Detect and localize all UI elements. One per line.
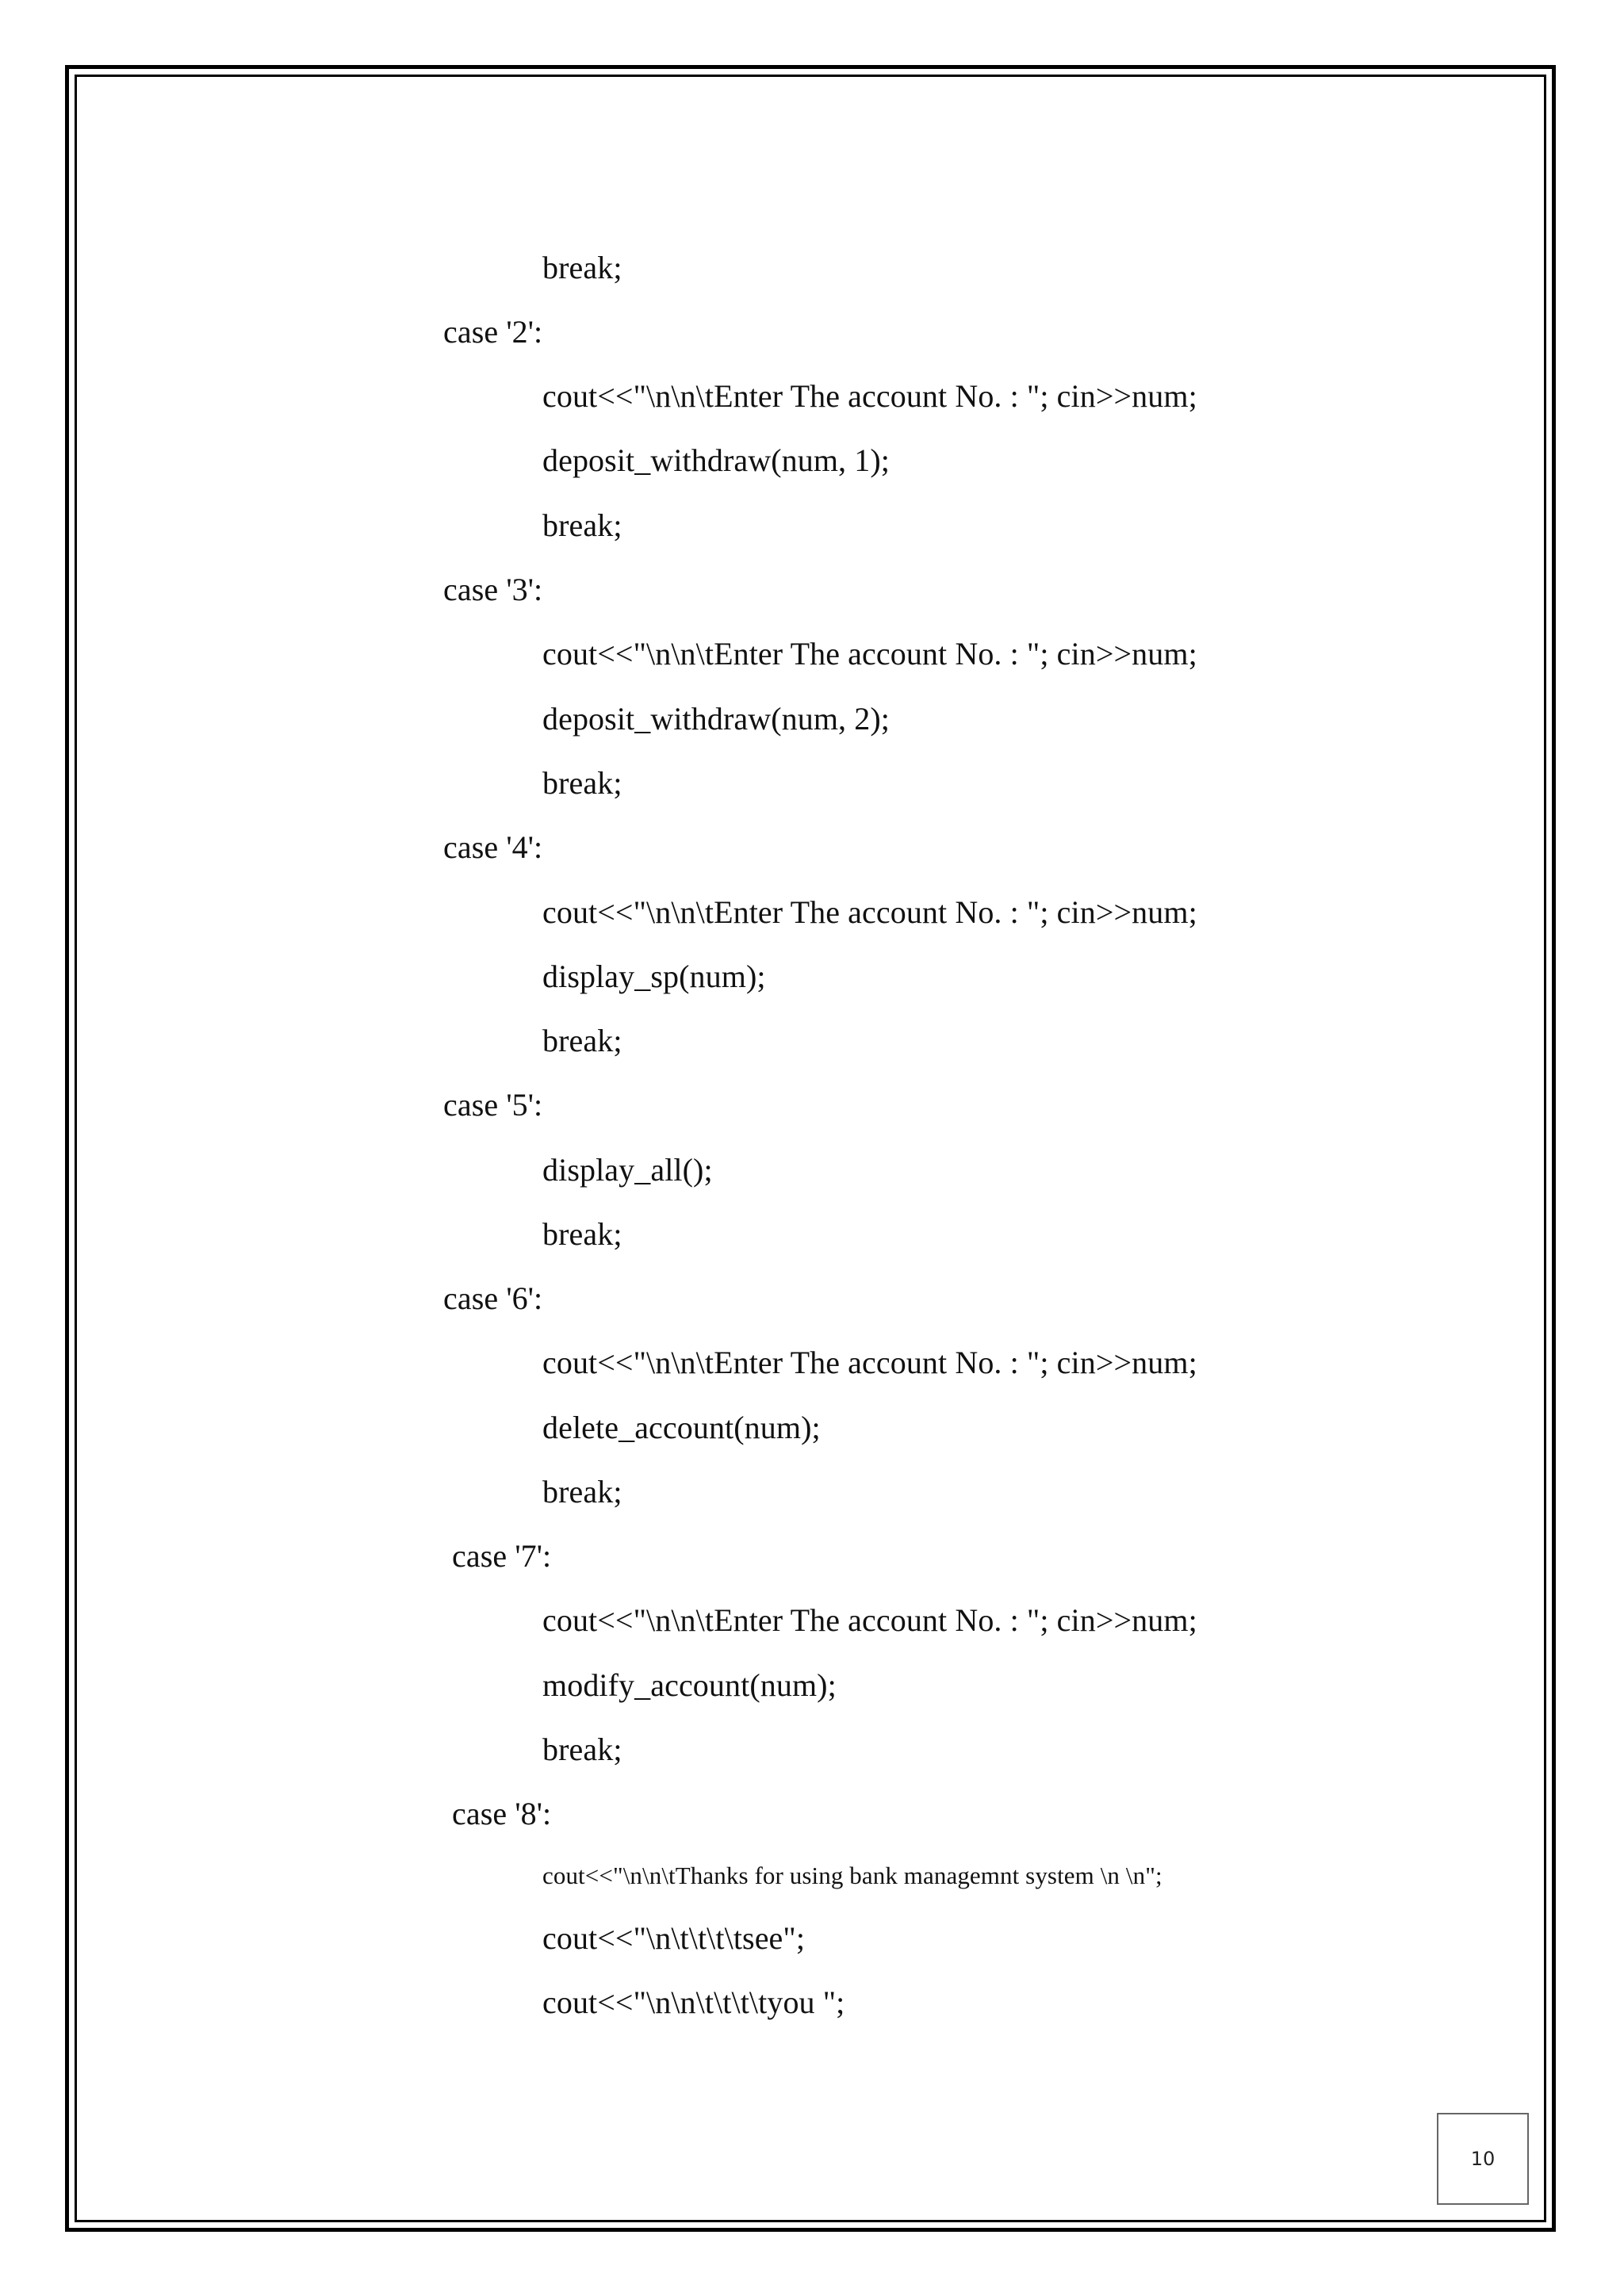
code-line: deposit_withdraw(num, 2); xyxy=(542,701,890,737)
code-line: break; xyxy=(542,1732,622,1767)
code-line: break; xyxy=(542,765,622,801)
code-line: cout<<"\n\n\tThanks for using bank managemnt system \n \n"; xyxy=(542,1862,1162,1889)
code-line: case '4': xyxy=(443,829,543,865)
code-line: display_all(); xyxy=(542,1152,713,1188)
code-line: cout<<"\n\t\t\t\tsee"; xyxy=(542,1920,806,1956)
code-line: cout<<"\n\n\tEnter The account No. : "; cin>>num; xyxy=(542,894,1197,930)
code-line: modify_account(num); xyxy=(542,1667,837,1703)
code-line: cout<<"\n\n\tEnter The account No. : "; cin>>num; xyxy=(542,378,1197,414)
code-line: delete_account(num); xyxy=(542,1410,821,1445)
code-line: cout<<"\n\n\t\t\t\tyou "; xyxy=(542,1984,845,2020)
code-line: case '8': xyxy=(452,1796,552,1831)
code-line: cout<<"\n\n\tEnter The account No. : "; cin>>num; xyxy=(542,1602,1197,1638)
code-line: break; xyxy=(542,507,622,543)
code-line: break; xyxy=(542,250,622,285)
code-line: case '6': xyxy=(443,1280,543,1316)
code-line: case '7': xyxy=(452,1538,552,1574)
code-line: cout<<"\n\n\tEnter The account No. : "; cin>>num; xyxy=(542,636,1197,672)
code-line: break; xyxy=(542,1023,622,1058)
code-line: break; xyxy=(542,1474,622,1510)
code-line: case '3': xyxy=(443,572,543,607)
code-line: case '5': xyxy=(443,1087,543,1123)
code-line: break; xyxy=(542,1216,622,1252)
code-line: deposit_withdraw(num, 1); xyxy=(542,442,890,478)
code-line: case '2': xyxy=(443,314,543,350)
page-number: 10 xyxy=(1437,2113,1529,2205)
code-line: display_sp(num); xyxy=(542,959,766,994)
code-line: cout<<"\n\n\tEnter The account No. : "; cin>>num; xyxy=(542,1345,1197,1380)
